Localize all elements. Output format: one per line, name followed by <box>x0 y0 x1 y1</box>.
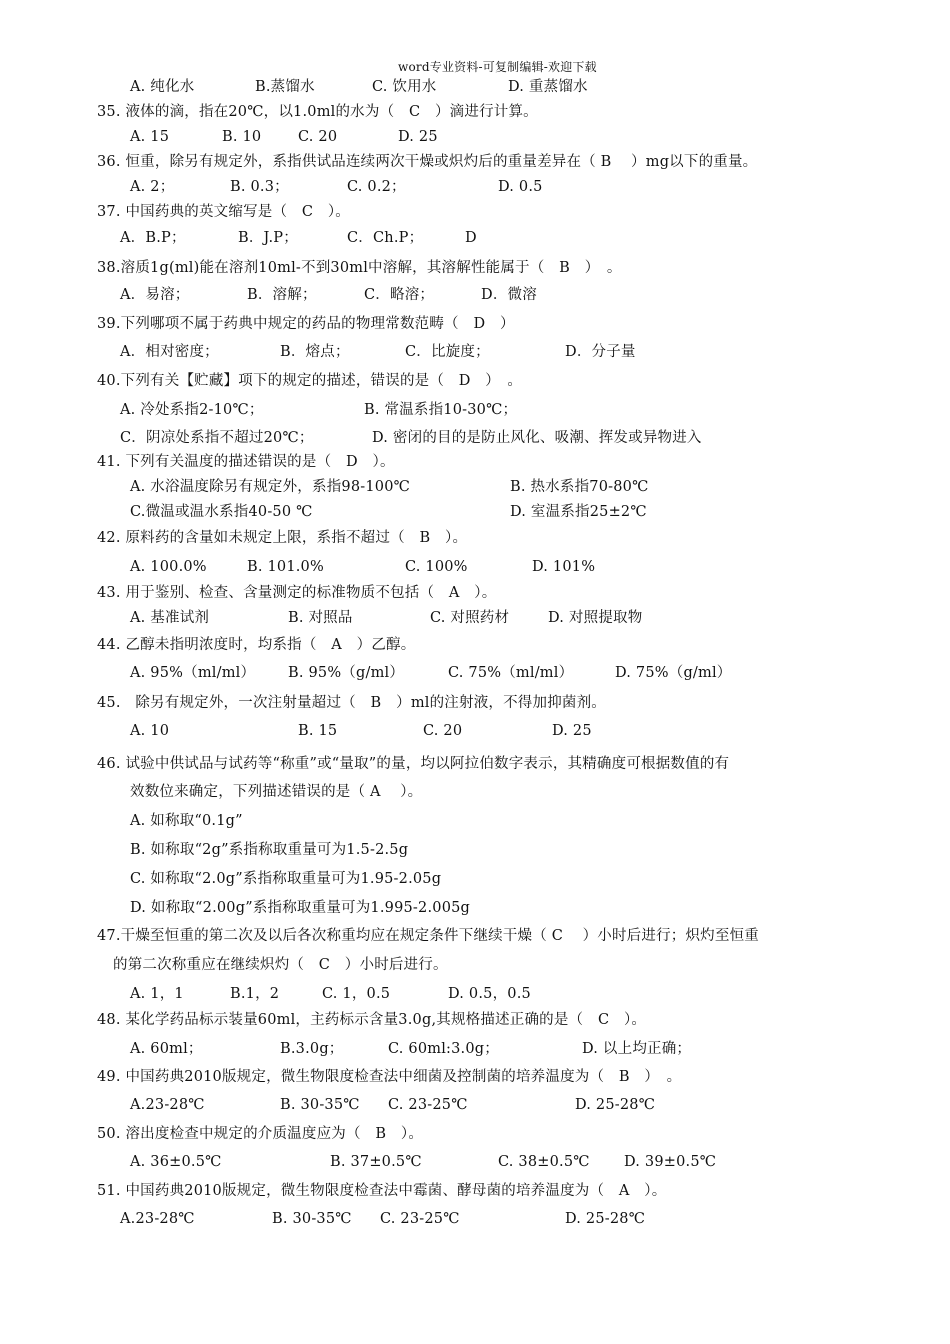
question-40: 40.下列有关【贮藏】项下的规定的描述，错误的是（ D ） 。 <box>97 373 523 389</box>
q45-option-d: D. 25 <box>552 723 592 739</box>
q42-option-c: C. 100% <box>405 559 468 575</box>
q38-option-b: B．溶解； <box>247 287 317 303</box>
q50-option-a: A. 36±0.5℃ <box>130 1154 222 1170</box>
question-46-line2: 效数位来确定，下列描述错误的是（ A ）。 <box>130 784 423 800</box>
question-51: 51. 中国药典2010版规定，微生物限度检查法中霉菌、酵母菌的培养温度为（ A ）。 <box>97 1183 667 1199</box>
q49-option-b: B. 30-35℃ <box>280 1097 360 1113</box>
q39-option-b: B．熔点； <box>280 344 350 360</box>
question-35: 35. 液体的滴，指在20℃，以1.0ml的水为（ C ）滴进行计算。 <box>97 104 538 120</box>
q39-option-c: C．比旋度； <box>405 344 490 360</box>
q45-option-a: A. 10 <box>130 723 170 739</box>
question-36: 36. 恒重，除另有规定外，系指供试品连续两次干燥或炽灼后的重量差异在（ B ）mg以下的重量。 <box>97 154 758 170</box>
q47-option-c: C. 1，0.5 <box>322 986 391 1002</box>
q34-option-d: D. 重蒸馏水 <box>508 79 588 95</box>
q40-option-a: A. 冷处系指2-10℃； <box>120 402 264 418</box>
q44-option-d: D. 75%（g/ml） <box>615 665 732 681</box>
q41-option-b: B. 热水系指70-80℃ <box>510 479 649 495</box>
q34-option-b: B.蒸馏水 <box>255 79 315 95</box>
q48-option-c: C. 60ml:3.0g； <box>388 1041 499 1057</box>
q41-option-a: A. 水浴温度除另有规定外，系指98-100℃ <box>130 479 411 495</box>
q45-option-c: C. 20 <box>423 723 463 739</box>
question-44: 44. 乙醇未指明浓度时，均系指（ A ）乙醇。 <box>97 637 416 653</box>
question-47-line2: 的第二次称重应在继续炽灼（ C ）小时后进行。 <box>113 957 448 973</box>
q46-option-d: D. 如称取“2.00g”系指称取重量可为1.995-2.005g <box>130 900 471 916</box>
q48-option-d: D. 以上均正确； <box>582 1041 692 1057</box>
q39-option-a: A．相对密度； <box>120 344 219 360</box>
q51-option-c: C. 23-25℃ <box>380 1211 460 1227</box>
q35-option-c: C. 20 <box>298 129 338 145</box>
q37-option-c: C．Ch.P； <box>347 230 424 246</box>
q42-option-b: B. 101.0% <box>247 559 324 575</box>
q47-option-a: A. 1，1 <box>130 986 184 1002</box>
q50-option-d: D. 39±0.5℃ <box>624 1154 717 1170</box>
q42-option-d: D. 101% <box>532 559 596 575</box>
q48-option-a: A. 60ml； <box>130 1041 203 1057</box>
question-38: 38.溶质1g(ml)能在溶剂10ml-不到30ml中溶解，其溶解性能属于（ B ） 。 <box>97 260 622 276</box>
question-49: 49. 中国药典2010版规定，微生物限度检查法中细菌及控制菌的培养温度为（ B ） 。 <box>97 1069 682 1085</box>
q40-option-c: C．阴凉处系指不超过20℃； <box>120 430 314 446</box>
q43-option-c: C. 对照药材 <box>430 610 510 626</box>
q47-option-d: D. 0.5，0.5 <box>448 986 531 1002</box>
q44-option-b: B. 95%（g/ml） <box>288 665 405 681</box>
q38-option-c: C．略溶； <box>364 287 435 303</box>
q50-option-b: B. 37±0.5℃ <box>330 1154 422 1170</box>
question-47-line1: 47.干燥至恒重的第二次及以后各次称重均应在规定条件下继续干燥（ C ）小时后进行；炽灼至恒重 <box>97 928 759 944</box>
q49-option-d: D. 25-28℃ <box>575 1097 656 1113</box>
page-header: word专业资料-可复制编辑-欢迎下载 <box>398 60 597 74</box>
q39-option-d: D．分子量 <box>565 344 636 360</box>
q36-option-c: C. 0.2； <box>347 179 406 195</box>
q37-option-b: B．J.P； <box>238 230 298 246</box>
question-46-line1: 46. 试验中供试品与试药等“称重”或“量取”的量，均以阿拉伯数字表示，其精确度可根据数值的有 <box>97 756 730 772</box>
q35-option-d: D. 25 <box>398 129 438 145</box>
q43-option-d: D. 对照提取物 <box>548 610 643 626</box>
q51-option-a: A.23-28℃ <box>120 1211 195 1227</box>
q35-option-a: A. 15 <box>130 129 170 145</box>
q49-option-a: A.23-28℃ <box>130 1097 205 1113</box>
q37-option-a: A．B.P； <box>120 230 186 246</box>
q36-option-d: D. 0.5 <box>498 179 543 195</box>
q40-option-b: B. 常温系指10-30℃； <box>364 402 518 418</box>
q38-option-d: D．微溶 <box>481 287 537 303</box>
q38-option-a: A．易溶； <box>120 287 190 303</box>
question-39: 39.下列哪项不属于药典中规定的药品的物理常数范畴（ D ） <box>97 316 515 332</box>
q49-option-c: C. 23-25℃ <box>388 1097 468 1113</box>
q35-option-b: B. 10 <box>222 129 262 145</box>
question-41: 41. 下列有关温度的描述错误的是（ D ）。 <box>97 454 395 470</box>
q46-option-c: C. 如称取“2.0g”系指称取重量可为1.95-2.05g <box>130 871 442 887</box>
q42-option-a: A. 100.0% <box>130 559 207 575</box>
question-42: 42. 原料药的含量如未规定上限，系指不超过（ B ）。 <box>97 530 468 546</box>
q40-option-d: D. 密闭的目的是防止风化、吸潮、挥发或异物进入 <box>372 430 702 446</box>
q41-option-d: D. 室温系指25±2℃ <box>510 504 647 520</box>
q37-option-d: D <box>465 230 477 246</box>
q50-option-c: C. 38±0.5℃ <box>498 1154 590 1170</box>
q44-option-a: A. 95%（ml/ml） <box>130 665 256 681</box>
q46-option-b: B. 如称取“2g”系指称取重量可为1.5-2.5g <box>130 842 409 858</box>
q51-option-b: B. 30-35℃ <box>272 1211 352 1227</box>
q48-option-b: B.3.0g； <box>280 1041 344 1057</box>
q46-option-a: A. 如称取“0.1g” <box>130 813 243 829</box>
q34-option-a: A. 纯化水 <box>130 79 195 95</box>
q43-option-a: A. 基准试剂 <box>130 610 210 626</box>
question-48: 48. 某化学药品标示装量60ml，主药标示含量3.0g,其规格描述正确的是（ C ）。 <box>97 1012 647 1028</box>
q34-option-c: C. 饮用水 <box>372 79 437 95</box>
question-37: 37. 中国药典的英文缩写是（ C ）。 <box>97 204 351 220</box>
q41-option-c: C.微温或温水系指40-50 ℃ <box>130 504 313 520</box>
q43-option-b: B. 对照品 <box>288 610 353 626</box>
q44-option-c: C. 75%（ml/ml） <box>448 665 574 681</box>
question-50: 50. 溶出度检查中规定的介质温度应为（ B ）。 <box>97 1126 424 1142</box>
question-45: 45. 除另有规定外，一次注射量超过（ B ）ml的注射液，不得加抑菌剂。 <box>97 695 606 711</box>
q45-option-b: B. 15 <box>298 723 338 739</box>
q36-option-a: A. 2； <box>130 179 175 195</box>
q51-option-d: D. 25-28℃ <box>565 1211 646 1227</box>
q36-option-b: B. 0.3； <box>230 179 289 195</box>
q47-option-b: B.1，2 <box>230 986 280 1002</box>
question-43: 43. 用于鉴别、检查、含量测定的标准物质不包括（ A ）。 <box>97 585 497 601</box>
